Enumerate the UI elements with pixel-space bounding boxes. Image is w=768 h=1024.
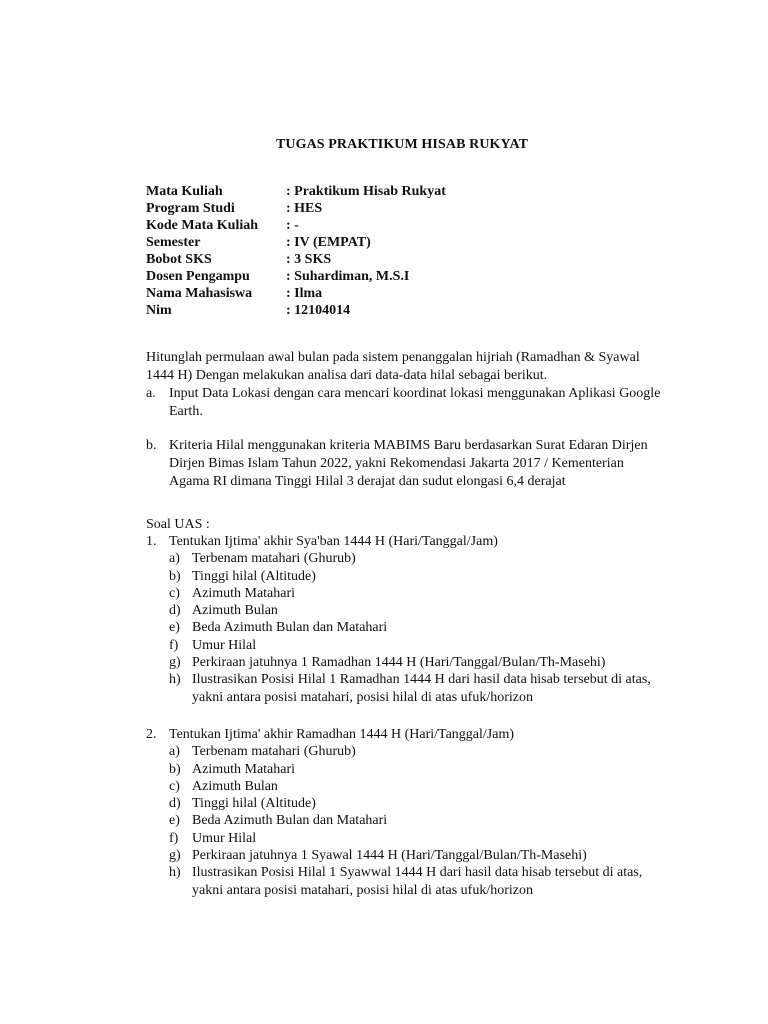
info-value: : Ilma: [286, 286, 323, 301]
sub-text: Azimuth Matahari: [192, 585, 296, 601]
point-b: [146, 437, 666, 491]
sub-marker: c): [169, 778, 180, 794]
sub-item: [169, 550, 666, 567]
point-marker: a.: [146, 386, 156, 401]
question-number: 1.: [146, 534, 157, 549]
info-key: Program Studi: [146, 201, 235, 216]
document-title: TUGAS PRAKTIKUM HISAB RUKYAT: [275, 137, 529, 152]
exam-label: Soal UAS :: [146, 517, 210, 532]
sub-item: [169, 795, 666, 812]
sub-marker: h): [169, 672, 181, 688]
sub-marker: c): [169, 585, 180, 601]
sub-marker: f): [169, 830, 179, 846]
info-key: Nim: [146, 303, 172, 318]
info-key: Bobot SKS: [146, 252, 212, 267]
sub-marker: b): [169, 568, 181, 584]
question-head: [146, 726, 666, 743]
sub-text: Azimuth Bulan: [192, 778, 278, 794]
sub-item: [169, 637, 666, 654]
info-row: [146, 217, 446, 234]
sub-item: [169, 619, 666, 636]
info-row: [146, 268, 446, 285]
point-text: Input Data Lokasi dengan cara mencari koordinat lokasi menggunakan Aplikasi Google Earth.: [169, 386, 661, 419]
sub-item: [169, 743, 666, 760]
sub-item: [169, 830, 666, 847]
sub-text: Umur Hilal: [192, 830, 257, 846]
info-key: Mata Kuliah: [146, 184, 223, 199]
point-marker: b.: [146, 438, 157, 453]
sub-marker: g): [169, 848, 181, 864]
info-row: [146, 200, 446, 217]
sub-item: [169, 602, 666, 619]
intro-paragraph: Hitunglah permulaan awal bulan pada sistem penanggalan hijriah (Ramadhan & Syawal 1444 H) Dengan melakukan analisa dari data-data hilal sebagai berikut.: [146, 350, 640, 383]
info-key: Semester: [146, 235, 201, 250]
question-number: 2.: [146, 727, 157, 742]
point-a: [146, 385, 666, 421]
sub-item: [169, 568, 666, 585]
sub-marker: a): [169, 551, 180, 567]
sub-marker: h): [169, 865, 181, 881]
sub-text: Umur Hilal: [192, 637, 257, 653]
sub-item: [169, 585, 666, 602]
info-value: : -: [286, 218, 299, 233]
info-value: : HES: [286, 201, 323, 216]
sub-text: Azimuth Bulan: [192, 603, 278, 619]
sub-text: Ilustrasikan Posisi Hilal 1 Syawwal 1444 H dari hasil data hisab tersebut di atas, yakni antara posisi matahari, posisi hilal di atas ufuk/horizon: [192, 865, 643, 898]
info-row: [146, 234, 446, 251]
sub-text: Tinggi hilal (Altitude): [192, 796, 316, 812]
sub-text: Terbenam matahari (Ghurub): [192, 551, 356, 567]
question-text: Tentukan Ijtima' akhir Ramadhan 1444 H (Hari/Tanggal/Jam): [169, 727, 515, 742]
sub-marker: e): [169, 620, 180, 636]
question-1: [146, 533, 666, 706]
question-head: [146, 533, 666, 550]
sub-marker: b): [169, 761, 181, 777]
info-value: : 3 SKS: [286, 252, 332, 267]
sub-marker: e): [169, 813, 180, 829]
sub-marker: f): [169, 637, 179, 653]
info-key: Kode Mata Kuliah: [146, 218, 259, 233]
info-value: : Suhardiman, M.S.I: [286, 269, 410, 284]
sub-item: [169, 654, 666, 671]
sub-item: [169, 812, 666, 829]
sub-item: [169, 761, 666, 778]
sub-marker: d): [169, 603, 181, 619]
sub-marker: a): [169, 744, 180, 760]
info-row: [146, 251, 446, 268]
info-row: [146, 285, 446, 302]
info-key: Nama Mahasiswa: [146, 286, 253, 301]
sub-text: Ilustrasikan Posisi Hilal 1 Ramadhan 1444 H dari hasil data hisab tersebut di atas, yakni antara posisi matahari, posisi hilal di atas ufuk/horizon: [192, 672, 651, 705]
point-text: Kriteria Hilal menggunakan kriteria MABIMS Baru berdasarkan Surat Edaran Dirjen Dirjen Bimas Islam Tahun 2022, yakni Rekomendasi Jakarta 2017 / Kementerian Agama RI dimana Tinggi Hilal 3 derajat dan sudut elongasi 6,4 derajat: [169, 438, 648, 489]
sub-text: Azimuth Matahari: [192, 761, 296, 777]
course-info: [146, 183, 446, 319]
sub-item: [169, 864, 666, 899]
sub-item: [169, 671, 666, 706]
sub-text: Beda Azimuth Bulan dan Matahari: [192, 813, 388, 829]
sub-item: [169, 847, 666, 864]
info-value: : 12104014: [286, 303, 351, 318]
info-row: [146, 183, 446, 200]
sub-text: Tinggi hilal (Altitude): [192, 568, 316, 584]
info-value: : IV (EMPAT): [286, 235, 371, 250]
info-value: : Praktikum Hisab Rukyat: [286, 184, 446, 199]
info-key: Dosen Pengampu: [146, 269, 250, 284]
question-text: Tentukan Ijtima' akhir Sya'ban 1444 H (Hari/Tanggal/Jam): [169, 534, 498, 549]
sub-text: Terbenam matahari (Ghurub): [192, 744, 356, 760]
sub-text: Perkiraan jatuhnya 1 Ramadhan 1444 H (Hari/Tanggal/Bulan/Th-Masehi): [192, 655, 606, 671]
sub-text: Perkiraan jatuhnya 1 Syawal 1444 H (Hari/Tanggal/Bulan/Th-Masehi): [192, 848, 587, 864]
question-2: [146, 726, 666, 899]
sub-item: [169, 778, 666, 795]
sub-marker: g): [169, 655, 181, 671]
sub-text: Beda Azimuth Bulan dan Matahari: [192, 620, 388, 636]
info-row: [146, 302, 446, 319]
sub-marker: d): [169, 796, 181, 812]
